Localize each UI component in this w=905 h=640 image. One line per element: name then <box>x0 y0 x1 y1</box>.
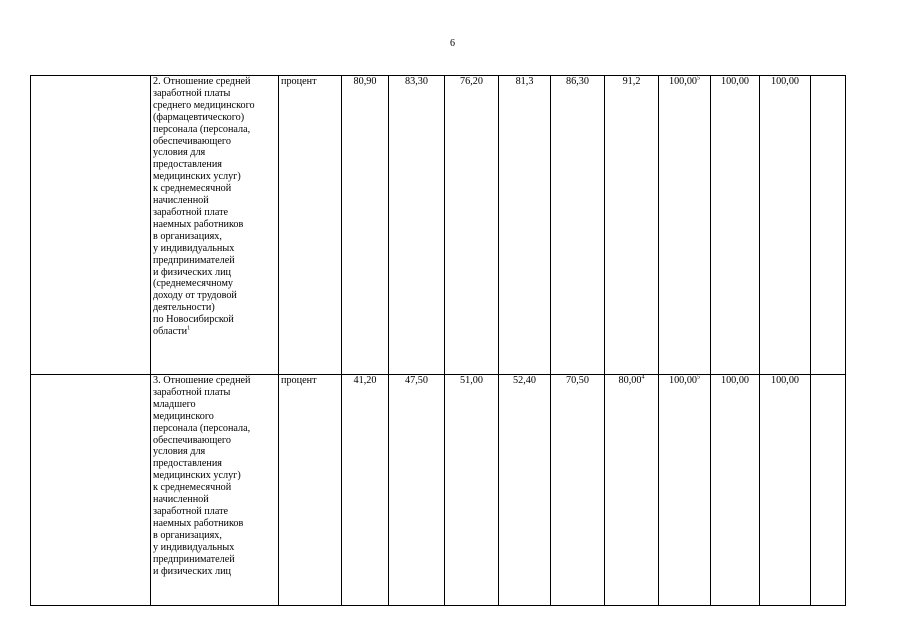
unit-cell: процент <box>279 375 342 606</box>
row-number-cell <box>31 375 151 606</box>
table-row <box>31 76 846 375</box>
indicator-name: 2. Отношение средней заработной платы среднего медицинского (фармацевтического) персонала (персонала, обеспечивающего условия для предоставления медицинских услуг) к среднемесячной начисленной заработной плате наемных работников в организациях, у индивидуальных предпринимателей и физических лиц (среднемесячному доходу от трудовой деятельности) по Новосибирской области <box>153 76 255 338</box>
value-cell: 80,00$^4$ <box>605 375 659 606</box>
value-cell: 100,00 <box>711 375 760 606</box>
indicators-table <box>30 75 846 606</box>
value-cell: 76,20 <box>445 76 499 375</box>
value-cell: 81,3 <box>499 76 551 375</box>
value-cell: 83,30 <box>389 76 445 375</box>
value-cell: 41,20 <box>342 375 389 606</box>
value-cell: 70,50 <box>551 375 605 606</box>
value-cell: 91,2 <box>605 76 659 375</box>
footnote-marker: 1 <box>187 325 191 332</box>
page-number: 6 <box>450 38 455 49</box>
footnote-marker: 4 <box>641 374 645 381</box>
table-row <box>31 375 846 606</box>
value-cell: 47,50 <box>389 375 445 606</box>
value-cell: 100,00 <box>760 375 811 606</box>
unit-cell: процент <box>279 76 342 375</box>
value-cell: 100,00$^5$ <box>659 375 711 606</box>
footnote-marker: 5 <box>697 75 700 82</box>
value-cell: 52,40 <box>499 375 551 606</box>
footnote-marker: 5 <box>697 374 700 381</box>
empty-cell <box>811 375 846 606</box>
value-cell: 100,00$^5$ <box>659 76 711 375</box>
indicator-name-cell <box>151 375 279 606</box>
value-cell: 86,30 <box>551 76 605 375</box>
value-cell: 80,90 <box>342 76 389 375</box>
indicator-name: 3. Отношение средней заработной платы младшего медицинского персонала (персонала, обеспечивающего условия для предоставления медицинских услуг) к среднемесячной начисленной заработной плате наемных работников в организациях, у индивидуальных предпринимателей и физических лиц <box>153 375 251 577</box>
value-cell: 51,00 <box>445 375 499 606</box>
empty-cell <box>811 76 846 375</box>
value-cell: 100,00 <box>760 76 811 375</box>
value-cell: 100,00 <box>711 76 760 375</box>
row-number-cell <box>31 76 151 375</box>
indicator-name-cell <box>151 76 279 375</box>
